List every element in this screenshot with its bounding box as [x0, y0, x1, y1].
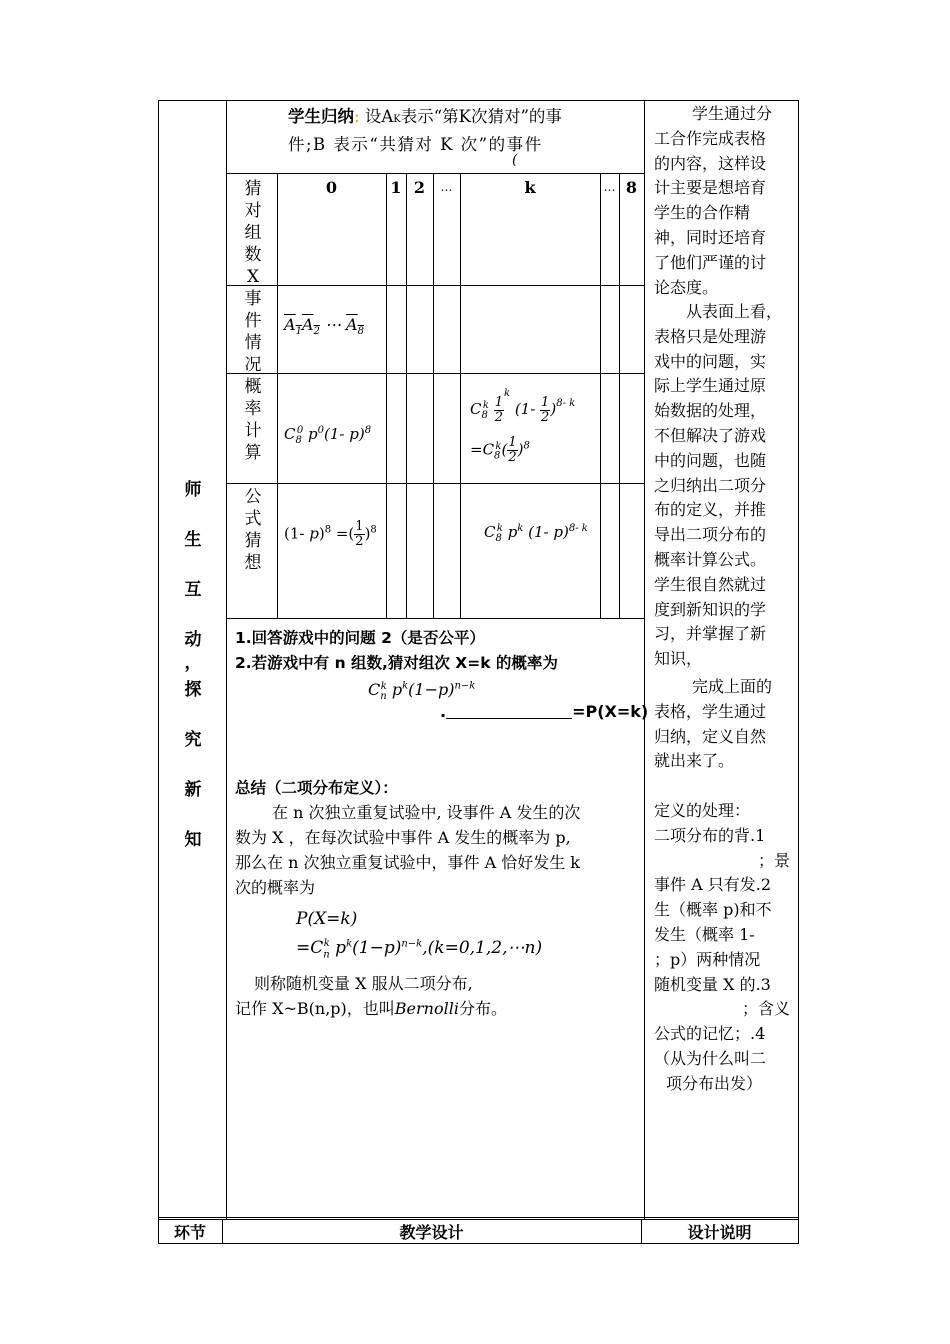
inner-col-7 — [619, 173, 620, 618]
footer-col-2: 教学设计 — [399, 1223, 464, 1242]
col-header-0: 0 — [325, 178, 338, 197]
col-header-ellipsis-1: … — [440, 180, 453, 194]
notes-para-4: 定义的处理： 二项分布的背.1 ；景 事件 A 只有发.2 生（概率 p)和不 发生（概率 1- ；p）两种情况 随机变量 X 的.3 ；含义 公式的记忆；.4 （从为什么叫二 项分布出发） — [654, 801, 790, 1093]
summary-title: 总结（二项分布定义）： — [235, 779, 398, 797]
summary-line-4: 次的概率为 — [235, 878, 316, 897]
inner-table-bottom — [226, 618, 644, 619]
summary-eq-1: P(X=k) — [296, 909, 358, 929]
row-label-x: 猜对组数X — [244, 179, 262, 287]
inner-row-line-1 — [226, 285, 644, 286]
col-header-1: 1 — [390, 178, 402, 197]
col-header-2: 2 — [413, 178, 426, 197]
summary-conclusion-1: 则称随机变量 X 服从二项分布, — [254, 974, 473, 993]
inner-row-line-2 — [226, 373, 644, 374]
row-label-formula: 公式猜想 — [244, 487, 262, 573]
col-header-k: k — [524, 178, 536, 197]
inner-col-6 — [600, 173, 601, 618]
notes-para-1: 学生通过分 工合作完成表格 的内容，这样设 计主要是想培育 学生的合作精 神，同时还培育 了他们严谨的讨 论态度。 — [654, 104, 773, 297]
question-formula: $C_n^k$ $p^k(1-p)^{n-k}$ — [368, 680, 476, 703]
inner-col-4 — [433, 173, 434, 618]
row-label-prob: 概率计算 — [244, 377, 262, 463]
prob-cell-k: $C_8^k$ $\frac{1}{2}$ $^k$ (1- $\frac{1}{2}$ )$^{8- k}$ $=C_8^k$( $\frac{1}{2}$ )$^8$ — [470, 388, 576, 465]
inner-col-1 — [277, 173, 278, 618]
col-header-ellipsis-2: … — [603, 180, 616, 194]
col-divider-1 — [226, 100, 227, 1220]
event-cell-0: $A_1A_2$ ⋯ $A_8$ — [284, 315, 364, 338]
paren-mark: ( — [512, 152, 518, 168]
inner-row-line-3 — [226, 483, 644, 484]
footer-col-3: 设计说明 — [687, 1223, 752, 1242]
bottom-border — [158, 1243, 799, 1244]
inner-col-2 — [386, 173, 387, 618]
formula-cell-0: (1- p)$^8$ =( $\frac{1}{2}$ )$^8$ — [284, 519, 377, 549]
summary-eq-2: $=C_n^k$ $p^k(1-p)^{n-k},(k=0,1,2,\cdots n)$ — [296, 938, 543, 961]
answer-blank: . =P(X=k) — [440, 702, 649, 721]
row-label-event: 事件情况 — [244, 289, 262, 375]
notes-para-3: 完成上面的 表格，学生通过 归纳，定义自然 就出来了。 — [654, 677, 773, 771]
formula-cell-k: $C_8^k$ $p^k$ (1- p)$^{8- k}$ — [484, 523, 588, 544]
summary-header: 学生归纳: 设AK表示“第K次猜对”的事 件;B 表示“共猜对 K 次”的事件 — [288, 107, 562, 154]
col-header-8: 8 — [625, 178, 638, 197]
question-1: 1.回答游戏中的问题 2（是否公平） — [235, 629, 485, 647]
prob-cell-0: $C_8^0$ $p^0(1-$ p)$^8$ — [284, 425, 372, 446]
top-border — [158, 100, 799, 101]
summary-line-1: 在 n 次独立重复试验中, 设事件 A 发生的次 — [272, 803, 581, 822]
footer-col-1: 环节 — [173, 1223, 206, 1242]
summary-line-2: 数为 X ，在每次试验中事件 A 发生的概率为 p, — [235, 828, 571, 847]
inner-table-top — [226, 173, 644, 174]
inner-col-5 — [460, 173, 461, 618]
question-2: 2.若游戏中有 n 组数,猜对组次 X=k 的概率为 — [235, 654, 558, 672]
right-border — [798, 100, 799, 1243]
inner-col-3 — [406, 173, 407, 618]
left-border — [158, 100, 159, 1243]
notes-para-2: 从表面上看， 表格只是处理游 戏中的问题，实 际上学生通过原 始数据的处理， 不但解决了游戏 中的问题，也随 之归纳出二项分 布的定义，并推 导出二项分布的 概率计算公式。 学生很自然就过 度到新知识的学 习，并掌握了新 知识， — [654, 302, 783, 669]
summary-conclusion-2: 记作 X~B(n,p)，也叫Bernolli分布。 — [235, 999, 507, 1018]
col-divider-2 — [644, 100, 645, 1220]
summary-line-3: 那么在 n 次独立重复试验中，事件 A 恰好发生 k — [235, 853, 580, 872]
